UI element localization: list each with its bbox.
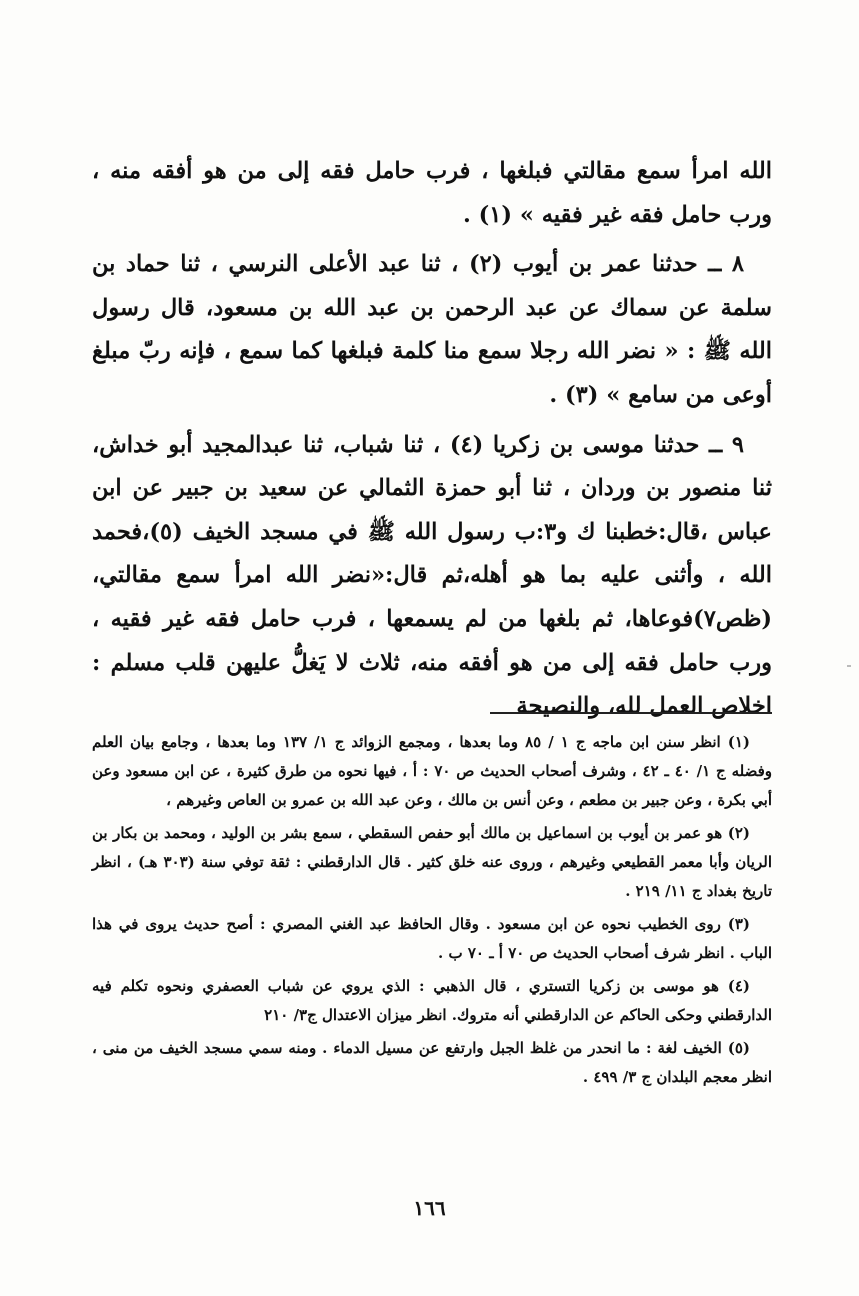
footnote-2: (٢) هو عمر بن أيوب بن اسماعيل بن مالك أبو حفص السقطي ، سمع بشر بن الوليد ، ومحمد بن بكار بن الريان وأبا معمر القطيعي وغيرهم ، وروى عنه خلق كثير . قال الدارقطني : ثقة توفي سنة (٣٠٣ هـ) ، انظر تاريخ بغداد ج ١١/ ٢١٩ . (92, 824, 772, 900)
paragraph-continuation: الله امرأ سمع مقالتي فبلغها ، فرب حامل فقه إلى من هو أفقه منه ، ورب حامل فقه غير فقيه » (١) . (92, 158, 772, 228)
footnote-5: (٥) الخيف لغة : ما انحدر من غلظ الجبل وارتفع عن مسيل الدماء . ومنه سمي مسجد الخيف من منى ، انظر معجم البلدان ج ٣/ ٤٩٩ . (92, 1039, 772, 1086)
footnote-1: (١) انظر سنن ابن ماجه ج ١ / ٨٥ وما بعدها ، ومجمع الزوائد ج ١/ ١٣٧ وما بعدها ، وجامع بيان العلم وفضله ج ١/ ٤٠ ـ ٤٢ ، وشرف أصحاب الحديث ص ٧٠ : أ ، فيها نحوه من طرق كثيرة ، عن ابن مسعود وعن أبي بكرة ، وعن جبير بن مطعم ، وعن أنس بن مالك ، وعن عبد الله بن عمرو بن العاص وغيرهم ، (92, 733, 772, 809)
paragraph-hadith-8: ٨ ــ حدثنا عمر بن أيوب (٢) ، ثنا عبد الأعلى النرسي ، ثنا حماد بن سلمة عن سماك عن عبد الرحمن بن عبد الله بن مسعود، قال رسول الله ﷺ : « نضر الله رجلا سمع منا كلمة فبلغها كما سمع ، فإنه ربّ مبلغ أوعى من سامع » (٣) . (92, 251, 772, 408)
footnote-3: (٣) روى الخطيب نحوه عن ابن مسعود . وقال الحافظ عبد الغني المصري : أصح حديث يروى في هذا الباب . انظر شرف أصحاب الحديث ص ٧٠ أ ـ ٧٠ ب . (92, 915, 772, 962)
footnotes (92, 728, 772, 1096)
footnote-4: (٤) هو موسى بن زكريا التستري ، قال الذهبي : الذي يروي عن شباب العصفري ونحوه تكلم فيه الدارقطني وحكى الحاكم عن الدارقطني أنه متروك. انظر ميزان الاعتدال ج٣/ ٢١٠ (92, 977, 772, 1024)
paragraph-hadith-9: ٩ ــ حدثنا موسى بن زكريا (٤) ، ثنا شباب، ثنا عبدالمجيد أبو خداش، ثنا منصور بن وردان ، ثنا أبو حمزة الثمالي عن سعيد بن جبير عن ابن عباس ،قال:خطبنا ك و٣:ب رسول الله ﷺ في مسجد الخيف (٥)،فحمد الله ، وأثنى عليه بما هو أهله،ثم قال:«نضر الله امرأ سمع مقالتي،(ظص٧)فوعاها، ثم بلغها من لم يسمعها ، فرب حامل فقه غير فقيه ، ورب حامل فقه إلى من هو أفقه منه، ثلاث لا يَغلُّ عليهن قلب مسلم : اخلاص العمل لله، والنصيحة (92, 431, 772, 720)
footnote-divider (490, 712, 772, 714)
main-text (92, 150, 772, 735)
scan-speck (847, 665, 851, 667)
page-number: ١٦٦ (413, 1196, 446, 1220)
